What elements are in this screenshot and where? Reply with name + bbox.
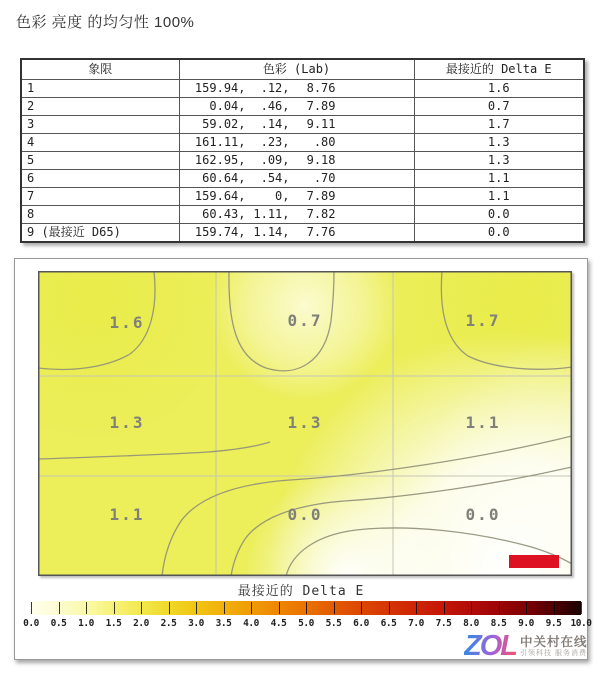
lab-value: 60.64, bbox=[202, 171, 246, 185]
delta-e-heatmap bbox=[38, 271, 572, 576]
colorbar-tick bbox=[251, 602, 252, 614]
quadrant-cell: 3 bbox=[21, 116, 179, 134]
colorbar-tick-label: 4.5 bbox=[270, 618, 287, 629]
colorbar-tick-label: 6.0 bbox=[353, 618, 369, 629]
cell-value: 1.7 bbox=[465, 311, 501, 330]
colorbar-tick bbox=[31, 602, 32, 614]
lab-value: .46, bbox=[260, 99, 290, 113]
header-lab: 色彩 (Lab) bbox=[179, 59, 414, 80]
colorbar-tick bbox=[581, 602, 582, 614]
cell-value: 0.7 bbox=[287, 311, 323, 330]
colorbar-tick bbox=[499, 602, 500, 614]
colorbar-tick bbox=[526, 602, 527, 614]
table-row bbox=[21, 224, 584, 243]
delta-e-cell: 1.3 bbox=[414, 152, 584, 170]
colorbar-tick-label: 3.0 bbox=[188, 618, 204, 629]
lab-value: 0.04, bbox=[209, 99, 246, 113]
lab-value: 162.95, bbox=[194, 153, 246, 167]
table-row bbox=[21, 116, 584, 134]
delta-e-cell: 0.0 bbox=[414, 224, 584, 243]
lab-value: 159.64, bbox=[194, 189, 246, 203]
colorbar-tick-label: 9.0 bbox=[518, 618, 534, 629]
uniformity-heatmap-panel bbox=[14, 258, 592, 660]
colorbar-tick-label: 5.5 bbox=[325, 618, 342, 629]
lab-cell bbox=[179, 80, 414, 98]
colorbar-tick-label: 1.0 bbox=[78, 618, 94, 629]
delta-e-cell: 1.1 bbox=[414, 170, 584, 188]
table-header-row bbox=[21, 59, 584, 80]
lab-value: .23, bbox=[260, 135, 290, 149]
zol-watermark bbox=[464, 632, 588, 661]
delta-e-cell: 0.0 bbox=[414, 206, 584, 224]
colorbar-tick bbox=[169, 602, 170, 614]
colorbar-tick bbox=[306, 602, 307, 614]
colorbar-tick bbox=[224, 602, 225, 614]
quadrant-cell: 8 bbox=[21, 206, 179, 224]
cell-value: 1.6 bbox=[109, 313, 145, 332]
lab-value: .09, bbox=[260, 153, 290, 167]
colorbar-tick bbox=[389, 602, 390, 614]
delta-e-cell: 1.6 bbox=[414, 80, 584, 98]
colorbar-tick bbox=[114, 602, 115, 614]
colorbar-tick-label: 5.0 bbox=[298, 618, 314, 629]
lab-value: 1.11, bbox=[253, 207, 290, 221]
colorbar-tick bbox=[279, 602, 280, 614]
table-row bbox=[21, 188, 584, 206]
lab-value: 161.11, bbox=[194, 135, 246, 149]
delta-e-cell: 1.1 bbox=[414, 188, 584, 206]
lab-value: .12, bbox=[260, 81, 290, 95]
colorbar-tick bbox=[361, 602, 362, 614]
lab-value: 159.94, bbox=[194, 81, 246, 95]
lab-value: 7.89 bbox=[306, 99, 336, 113]
colorbar-tick bbox=[444, 602, 445, 614]
table-row bbox=[21, 152, 584, 170]
lab-value: .54, bbox=[260, 171, 290, 185]
lab-value: 9.11 bbox=[306, 117, 336, 131]
lab-value: 7.89 bbox=[306, 189, 336, 203]
lab-cell bbox=[179, 206, 414, 224]
quadrant-cell: 4 bbox=[21, 134, 179, 152]
lab-cell bbox=[179, 224, 414, 243]
watermark-name: 中关村在线 bbox=[520, 635, 588, 649]
quadrant-cell: 9 (最接近 D65) bbox=[21, 224, 179, 243]
colorbar-tick-label: 0.0 bbox=[23, 618, 39, 629]
watermark-tagline: 引领科技 服务消费 bbox=[520, 650, 587, 657]
lab-value: 7.82 bbox=[306, 207, 336, 221]
colorbar-tick-label: 2.5 bbox=[160, 618, 177, 629]
lab-value: .70 bbox=[313, 171, 336, 185]
header-delta-e: 最接近的 Delta E bbox=[414, 59, 584, 80]
colorbar-tick-label: 6.5 bbox=[380, 618, 397, 629]
zol-logo: ZOL bbox=[464, 630, 516, 662]
lab-measurement-table bbox=[20, 58, 585, 243]
quadrant-cell: 5 bbox=[21, 152, 179, 170]
colorbar-ticks bbox=[31, 601, 581, 615]
colorbar-tick-label: 9.5 bbox=[545, 618, 562, 629]
table-row bbox=[21, 170, 584, 188]
colorbar-tick-label: 2.0 bbox=[133, 618, 149, 629]
colorbar-tick bbox=[196, 602, 197, 614]
lab-cell bbox=[179, 170, 414, 188]
colorbar-tick-label: 7.5 bbox=[435, 618, 452, 629]
table-row bbox=[21, 80, 584, 98]
lab-value: 159.74, bbox=[194, 225, 246, 239]
colorbar-tick-label: 0.5 bbox=[50, 618, 67, 629]
lab-value: 8.76 bbox=[306, 81, 336, 95]
quadrant-cell: 1 bbox=[21, 80, 179, 98]
quadrant-cell: 2 bbox=[21, 98, 179, 116]
quadrant-cell: 7 bbox=[21, 188, 179, 206]
table-row bbox=[21, 134, 584, 152]
cell-value: 0.0 bbox=[287, 505, 323, 524]
lab-cell bbox=[179, 134, 414, 152]
lab-cell bbox=[179, 152, 414, 170]
cell-value: 1.1 bbox=[109, 505, 145, 524]
lab-value: 0, bbox=[275, 189, 290, 203]
colorbar-tick-label: 8.5 bbox=[490, 618, 507, 629]
colorbar-tick bbox=[471, 602, 472, 614]
lab-value: 1.14, bbox=[253, 225, 290, 239]
lab-value: .80 bbox=[313, 135, 336, 149]
colorbar-tick bbox=[59, 602, 60, 614]
cell-value: 0.0 bbox=[465, 505, 501, 524]
page-title: 色彩 亮度 的均匀性 100% bbox=[16, 14, 195, 31]
colorbar-tick-label: 1.5 bbox=[105, 618, 122, 629]
lab-table-body bbox=[21, 80, 584, 243]
lab-cell bbox=[179, 116, 414, 134]
colorbar-title: 最接近的 Delta E bbox=[237, 584, 365, 599]
colorbar-tick bbox=[416, 602, 417, 614]
colorbar-tick-label: 10.0 bbox=[570, 618, 592, 629]
lab-value: 59.02, bbox=[202, 117, 246, 131]
colorbar-tick bbox=[141, 602, 142, 614]
table-row bbox=[21, 206, 584, 224]
delta-e-cell: 1.7 bbox=[414, 116, 584, 134]
quadrant-cell: 6 bbox=[21, 170, 179, 188]
colorbar-tick bbox=[554, 602, 555, 614]
cell-value: 1.3 bbox=[287, 413, 323, 432]
lab-value: 7.76 bbox=[306, 225, 336, 239]
colorbar-tick-label: 7.0 bbox=[408, 618, 424, 629]
colorbar-tick bbox=[334, 602, 335, 614]
lab-value: 9.18 bbox=[306, 153, 336, 167]
lab-cell bbox=[179, 188, 414, 206]
cell-value: 1.3 bbox=[109, 413, 145, 432]
colorbar-tick-label: 3.5 bbox=[215, 618, 232, 629]
lab-value: 60.43, bbox=[202, 207, 246, 221]
delta-e-cell: 0.7 bbox=[414, 98, 584, 116]
worst-marker bbox=[509, 555, 559, 568]
cell-value: 1.1 bbox=[465, 413, 501, 432]
colorbar-tick-label: 4.0 bbox=[243, 618, 259, 629]
colorbar-tick-label: 8.0 bbox=[463, 618, 479, 629]
lab-value: .14, bbox=[260, 117, 290, 131]
colorbar-tick bbox=[86, 602, 87, 614]
header-quadrant: 象限 bbox=[21, 59, 179, 80]
lab-cell bbox=[179, 98, 414, 116]
delta-e-cell: 1.3 bbox=[414, 134, 584, 152]
table-row bbox=[21, 98, 584, 116]
